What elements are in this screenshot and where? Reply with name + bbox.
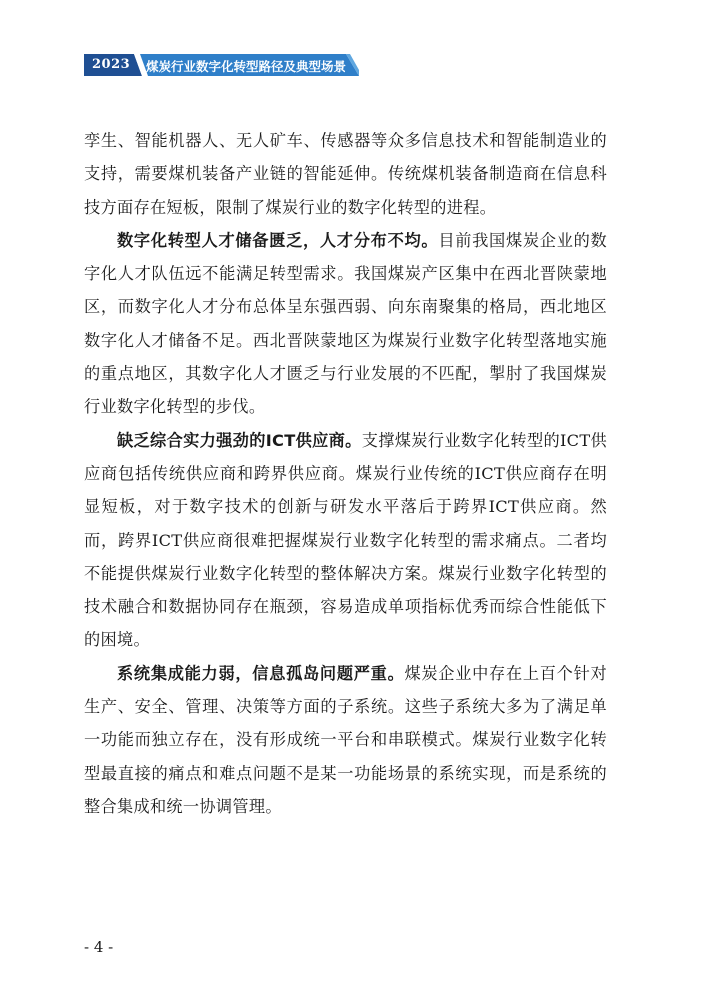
paragraph-2-lead: 数字化转型人才储备匮乏，人才分布不均。 — [117, 230, 439, 250]
paragraph-4-lead: 系统集成能力弱，信息孤岛问题严重。 — [117, 663, 405, 683]
header-title: 煤炭行业数字化转型路径及典型场景 — [146, 59, 347, 74]
body-text — [84, 124, 607, 823]
paragraph-4-text: 煤炭企业中存在上百个针对生产、安全、管理、决策等方面的子系统。这些子系统大多为了满足单一功能而独立存在，没有形成统一平台和串联模式。煤炭行业数字化转型最直接的痛点和难点问题不是某一功能场景的系统实现，而是系统的整合集成和统一协调管理。 — [84, 663, 607, 816]
paragraph-2 — [84, 224, 607, 424]
paragraph-1-text: 孪生、智能机器人、无人矿车、传感器等众多信息技术和智能制造业的支持，需要煤机装备产业链的智能延伸。传统煤机装备制造商在信息科技方面存在短板，限制了煤炭行业的数字化转型的进程。 — [84, 131, 607, 217]
paragraph-1 — [84, 124, 607, 224]
paragraph-3-text: 支撑煤炭行业数字化转型的ICT供应商包括传统供应商和跨界供应商。煤炭行业传统的ICT供应商存在明显短板，对于数字技术的创新与研发水平落后于跨界ICT供应商。然而，跨界ICT供应商很难把握煤炭行业数字化转型的需求痛点。二者均不能提供煤炭行业数字化转型的整体解决方案。煤炭行业数字化转型的技术融合和数据协同存在瓶颈，容易造成单项指标优秀而综合性能低下的困境。 — [84, 430, 607, 650]
header-year: 2023 — [92, 57, 131, 72]
paragraph-2-text: 目前我国煤炭企业的数字化人才队伍远不能满足转型需求。我国煤炭产区集中在西北晋陕蒙地区，而数字化人才分布总体呈东强西弱、向东南聚集的格局，西北地区数字化人才储备不足。西北晋陕蒙地区为煤炭行业数字化转型落地实施的重点地区，其数字化人才匮乏与行业发展的不匹配，掣肘了我国煤炭行业数字化转型的步伐。 — [84, 230, 607, 417]
paragraph-4 — [84, 657, 607, 823]
paragraph-3 — [84, 424, 607, 657]
page-number: - 4 - — [84, 938, 114, 956]
paragraph-3-lead: 缺乏综合实力强劲的ICT供应商。 — [117, 430, 362, 450]
header-banner — [84, 54, 359, 76]
